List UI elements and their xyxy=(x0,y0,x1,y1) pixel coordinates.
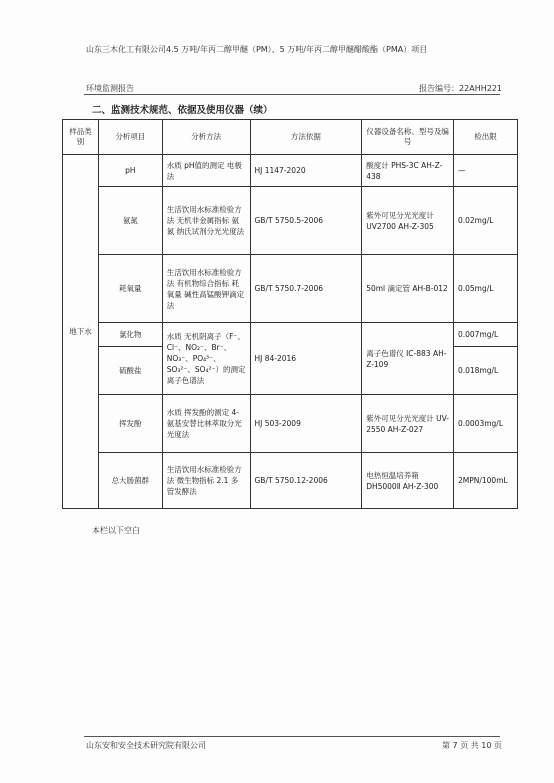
method-cell: 生活饮用水标准检验方法 微生物指标 2.1 多管发酵法 xyxy=(162,453,250,509)
limit-cell: 2MPN/100mL xyxy=(453,453,517,509)
header-rule xyxy=(84,94,500,95)
col-header-method: 分析方法 xyxy=(162,120,250,155)
col-header-limit: 检出限 xyxy=(453,120,517,155)
col-header-item: 分析项目 xyxy=(98,120,162,155)
item-cell: 氯化物 xyxy=(98,323,162,347)
table-row xyxy=(63,255,518,323)
item-cell: 硫酸盐 xyxy=(98,347,162,395)
table-row xyxy=(63,453,518,509)
blank-below-note: 本栏以下空白 xyxy=(92,526,140,535)
table-row xyxy=(63,395,518,453)
item-cell: 挥发酚 xyxy=(98,395,162,453)
method-cell: 生活饮用水标准检验方法 有机物综合指标 耗氧量 碱性高锰酸钾滴定法 xyxy=(162,255,250,323)
col-header-basis: 方法依据 xyxy=(250,120,362,155)
instrument-cell: 50ml 滴定管 AH-B-012 xyxy=(362,255,454,323)
footer-rule xyxy=(84,736,500,737)
limit-cell: 0.05mg/L xyxy=(453,255,517,323)
instrument-cell: 酸度计 PHS-3C AH-Z-438 xyxy=(362,155,454,187)
col-header-instrument: 仪器设备名称、型号及编号 xyxy=(362,120,454,155)
basis-cell: GB/T 5750.5-2006 xyxy=(250,187,362,255)
basis-cell: HJ 1147-2020 xyxy=(250,155,362,187)
limit-cell: 0.02mg/L xyxy=(453,187,517,255)
limit-cell: 0.018mg/L xyxy=(453,347,517,395)
limit-cell: 0.0003mg/L xyxy=(453,395,517,453)
report-name: 环境监测报告 xyxy=(86,84,134,93)
instrument-cell: 离子色谱仪 IC-883 AH-Z-109 xyxy=(362,323,454,395)
basis-cell: GB/T 5750.7-2006 xyxy=(250,255,362,323)
item-cell: pH xyxy=(98,155,162,187)
footer-organization: 山东安和安全技术研究院有限公司 xyxy=(86,741,206,750)
method-cell: 生活饮用水标准检验方法 无机非金属指标 氨氮 纳氏试剂分光光度法 xyxy=(162,187,250,255)
item-cell: 总大肠菌群 xyxy=(98,453,162,509)
item-cell: 氨氮 xyxy=(98,187,162,255)
table-row xyxy=(63,155,518,187)
instrument-cell: 电热恒温培养箱 DH5000Ⅱ AH-Z-300 xyxy=(362,453,454,509)
project-title: 山东三木化工有限公司4.5 万吨/年丙二醇甲醚（PM）、5 万吨/年丙二醇甲醚醋酸酯（PMA）项目 xyxy=(86,45,428,54)
page-number: 第 7 页 共 10 页 xyxy=(442,741,502,750)
table-row xyxy=(63,187,518,255)
method-table xyxy=(62,119,518,509)
limit-cell: 0.007mg/L xyxy=(453,323,517,347)
section-title: 二、监测技术规范、依据及使用仪器（续） xyxy=(92,105,273,116)
basis-cell: GB/T 5750.12-2006 xyxy=(250,453,362,509)
item-cell: 耗氧量 xyxy=(98,255,162,323)
method-cell: 水质 挥发酚的测定 4-氨基安替比林萃取分光光度法 xyxy=(162,395,250,453)
method-cell: 水质 pH值的测定 电极法 xyxy=(162,155,250,187)
instrument-cell: 紫外可见分光光度计 UV-2550 AH-Z-027 xyxy=(362,395,454,453)
col-header-sample-type: 样品类别 xyxy=(63,120,99,155)
sample-type-cell: 地下水 xyxy=(63,155,99,509)
table-row xyxy=(63,323,518,347)
instrument-cell: 紫外可见分光光度计 UV2700 AH-Z-305 xyxy=(362,187,454,255)
limit-cell: — xyxy=(453,155,517,187)
report-number: 报告编号：22AHH221 xyxy=(419,84,502,93)
basis-cell: HJ 84-2016 xyxy=(250,323,362,395)
table-header-row xyxy=(63,120,518,155)
method-cell: 水质 无机阴离子（F⁻、Cl⁻、NO₂⁻、Br⁻、NO₃⁻、PO₄³⁻、SO₃²⁻、SO₄²⁻）的测定 离子色谱法 xyxy=(162,323,250,395)
basis-cell: HJ 503-2009 xyxy=(250,395,362,453)
